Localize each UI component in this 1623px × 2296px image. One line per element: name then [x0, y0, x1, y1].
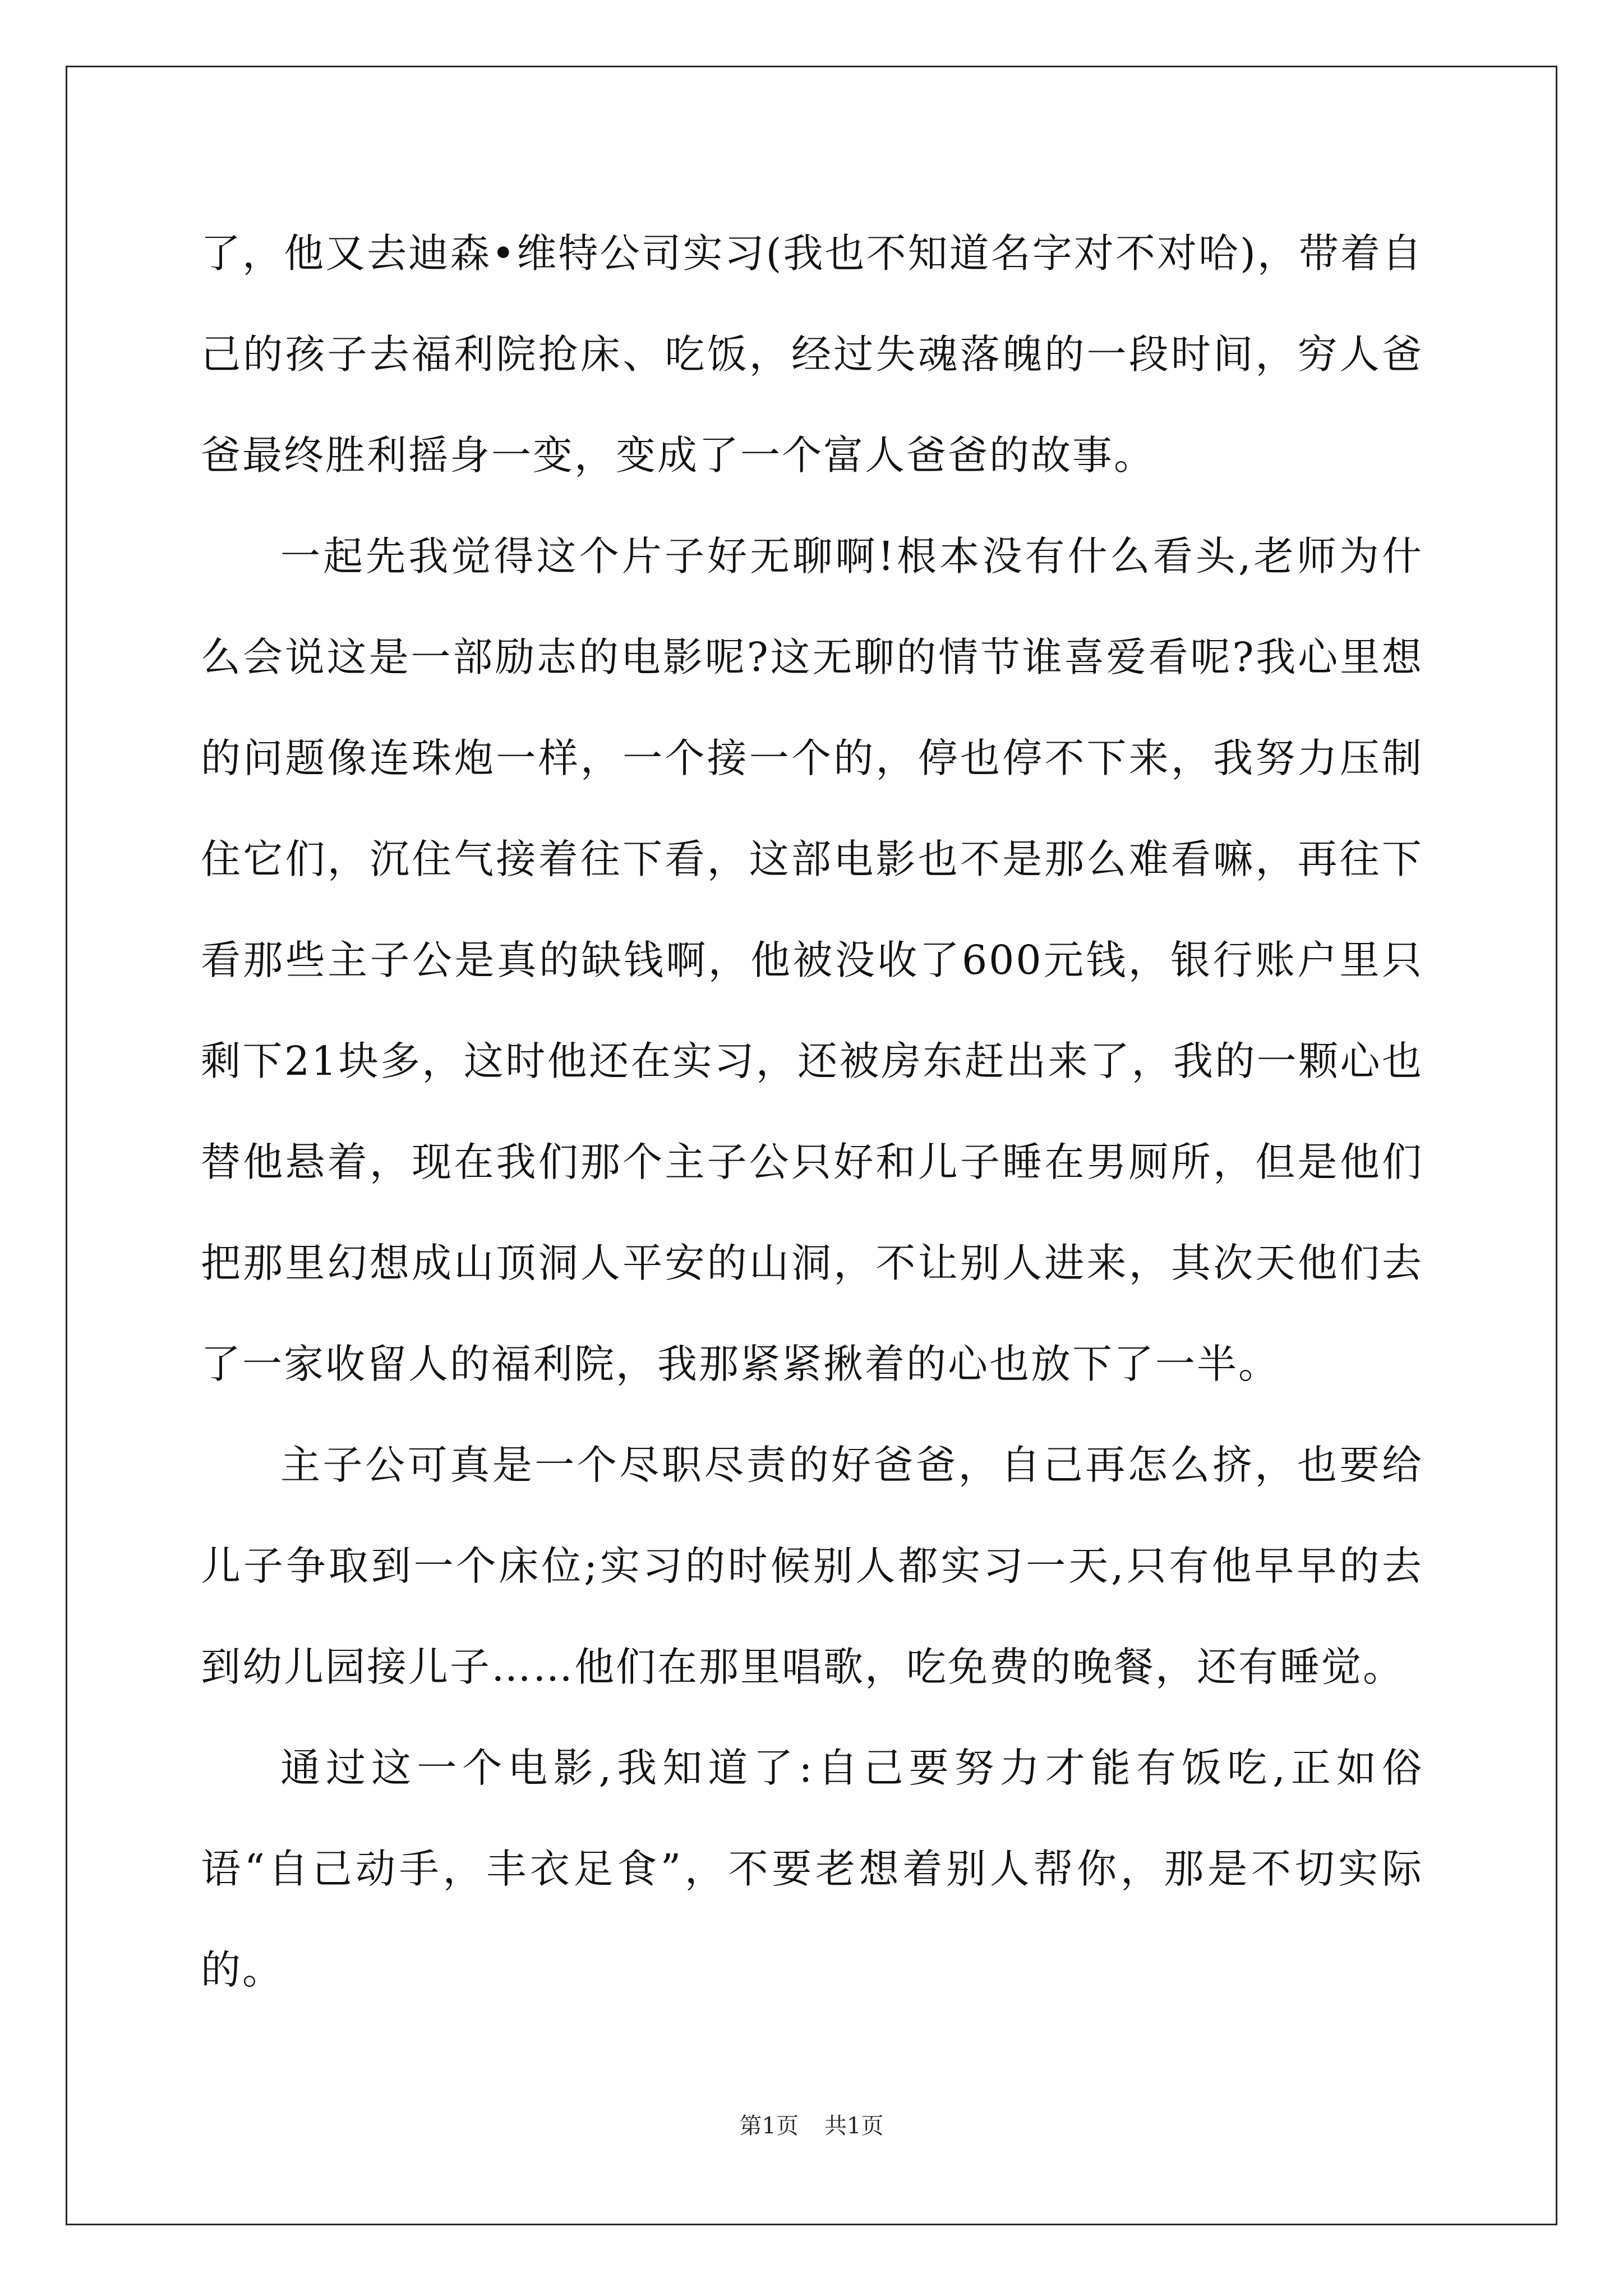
page-total: 共1页	[824, 2113, 884, 2139]
document-body	[201, 203, 1423, 2021]
paragraph-2: 一起先我觉得这个片子好无聊啊!根本没有什么看头,老师为什么会说这是一部励志的电影呢?这无聊的情节谁喜爱看呢?我心里想的问题像连珠炮一样，一个接一个的，停也停不下来，我努力压制住它们，沉住气接着往下看，这部电影也不是那么难看嘛，再往下看那些主子公是真的缺钱啊，他被没收了600元钱，银行账户里只剩下21块多，这时他还在实习，还被房东赶出来了，我的一颗心也替他悬着，现在我们那个主子公只好和儿子睡在男厕所，但是他们把那里幻想成山顶洞人平安的山洞，不让别人进来，其次天他们去了一家收留人的福利院，我那紧紧揪着的心也放下了一半。	[201, 533, 1423, 1387]
paragraph-3: 主子公可真是一个尽职尽责的好爸爸，自己再怎么挤，也要给儿子争取到一个床位;实习的时候别人都实习一天,只有他早早的去到幼儿园接儿子……他们在那里唱歌，吃免费的晚餐，还有睡觉。	[201, 1442, 1423, 1690]
paragraph-1: 了，他又去迪森•维特公司实习(我也不知道名字对不对哈)，带着自己的孩子去福利院抢床、吃饭，经过失魂落魄的一段时间，穷人爸爸最终胜利摇身一变，变成了一个富人爸爸的故事。	[201, 230, 1423, 478]
page-number: 第1页	[739, 2113, 799, 2139]
paragraph-4: 通过这一个电影,我知道了:自己要努力才能有饭吃,正如俗语“自己动手，丰衣足食”，不要老想着别人帮你，那是不切实际的。	[201, 1745, 1423, 1993]
page-footer	[0, 2109, 1623, 2143]
